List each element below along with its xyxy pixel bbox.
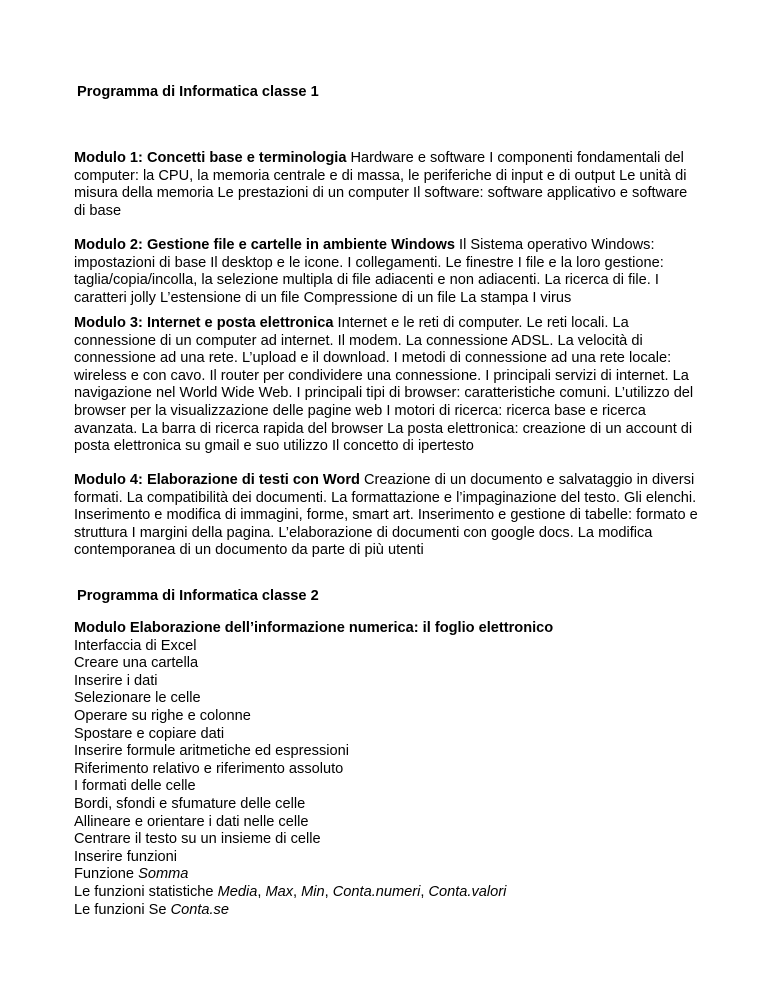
- module-3-title: Modulo 3: Internet e posta elettronica: [74, 315, 334, 331]
- module-3-paragraph: [74, 315, 702, 456]
- module-1-text: Hardware e software I componenti fondamentali del computer: la CPU, la memoria centrale e di massa, le periferiche di input e di output Le unità di misura della memoria Le prestazioni di un computer Il software: software applicativo e software di base: [74, 150, 688, 219]
- module-3-text: Internet e le reti di computer. Le reti locali. La connessione di un computer ad internet. Il modem. La connessione ADSL. La velocità di connessione ad una rete. L’upload e il download. I metodi di connessione ad una rete locale: wireless e con cavo. Il router per condividere una connessione. I principali servizi di internet. La navigazione nel World Wide Web. I principali tipi di browser: caratteristiche comuni. L’utilizzo del browser per la visualizzazione delle pagine web I motori di ricerca: ricerca base e ricerca avanzata. La barra di ricerca rapida del browser La posta elettronica: creazione di un account di posta elettronica su gmail e suo utilizzo Il concetto di ipertesto: [74, 315, 694, 455]
- list-item-somma: [74, 866, 714, 884]
- list-item: I formati delle celle: [74, 778, 196, 795]
- module-1-title: Modulo 1: Concetti base e terminologia: [74, 150, 347, 166]
- module-4-paragraph: [74, 472, 702, 560]
- module-2-text: Il Sistema operativo Windows: impostazioni di base Il desktop e le icone. I collegamenti. Le finestre I file e la loro gestione: taglia/copia/incolla, la selezione multipla di file adiacenti e non adiacenti. La ricerca di file. I caratteri jolly L’estensione di un file Compressione di un file La stampa I virus: [74, 237, 664, 306]
- list-item-se: [74, 902, 714, 920]
- function-media: Media: [217, 883, 258, 900]
- module-4-text: Creazione di un documento e salvataggio in diversi formati. La compatibilità dei documenti. La formattazione e l’impaginazione del testo. Gli elenchi. Inserimento e modifica di immagini, forme, smart art. Inserimento e gestione di tabelle: formato e struttura I margini della pagina. L’elaborazione di documenti con google docs. La modifica contemporanea di un documento da parte di più utenti: [74, 472, 698, 559]
- function-conta-numeri: Conta.numeri: [332, 883, 421, 900]
- function-max: Max: [265, 883, 294, 900]
- module-4-title: Modulo 4: Elaborazione di testi con Word: [74, 472, 360, 488]
- se-prefix: Le funzioni Se: [74, 901, 171, 918]
- function-min: Min: [301, 883, 325, 900]
- somma-function: Somma: [138, 866, 189, 883]
- class1-heading: Programma di Informatica classe 1: [77, 84, 319, 100]
- somma-prefix: Funzione: [74, 866, 139, 883]
- class2-heading: Programma di Informatica classe 2: [77, 588, 319, 604]
- list-item: Spostare e copiare dati: [74, 725, 225, 742]
- separator: ,: [293, 883, 302, 900]
- class2-module-list: [74, 620, 714, 919]
- separator: ,: [420, 883, 429, 900]
- list-item: Creare una cartella: [74, 655, 199, 672]
- function-conta-valori: Conta.valori: [428, 883, 507, 900]
- separator: ,: [257, 883, 266, 900]
- list-item-statistiche: [74, 884, 714, 902]
- list-item: Interfaccia di Excel: [74, 637, 197, 654]
- module-2-paragraph: [74, 237, 702, 307]
- list-item: Bordi, sfondi e sfumature delle celle: [74, 795, 306, 812]
- list-item: Inserire i dati: [74, 672, 158, 689]
- module-2-title: Modulo 2: Gestione file e cartelle in ambiente Windows: [74, 237, 455, 253]
- function-conta-se: Conta.se: [170, 901, 229, 918]
- list-item: Selezionare le celle: [74, 690, 201, 707]
- separator: ,: [324, 883, 333, 900]
- list-item: Operare su righe e colonne: [74, 707, 251, 724]
- list-item: Inserire formule aritmetiche ed espressioni: [74, 743, 349, 760]
- module-1-paragraph: [74, 150, 702, 220]
- list-item: Centrare il testo su un insieme di celle: [74, 831, 321, 848]
- list-item: Inserire funzioni: [74, 848, 178, 865]
- class2-module-title: Modulo Elaborazione dell’informazione numerica: il foglio elettronico: [74, 620, 554, 636]
- statistiche-prefix: Le funzioni statistiche: [74, 883, 218, 900]
- list-item: Riferimento relativo e riferimento assoluto: [74, 760, 344, 777]
- list-item: Allineare e orientare i dati nelle celle: [74, 813, 309, 830]
